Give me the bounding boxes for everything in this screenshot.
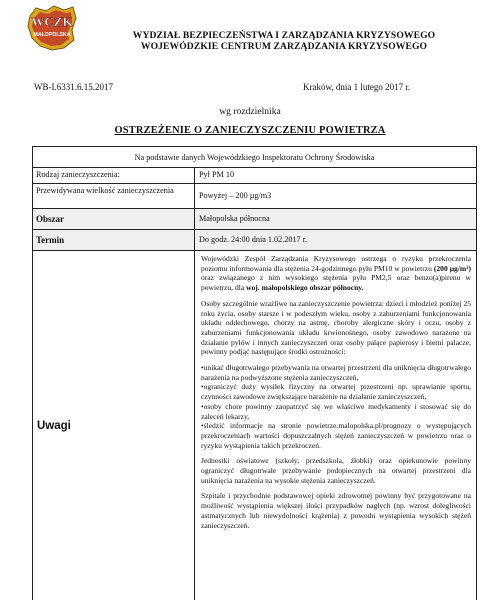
row-value: Pył PM 10 <box>199 170 235 179</box>
notes-paragraph-2: Osoby szczególnie wrażliwe na zanieczyszczenie powietrza: dzieci i młodzież poniżej 25 roku życia, osoby starsze i w podeszłym wieku, osoby z zaburzeniami funkcjonowania układu oddechowego, chorzy na astmę, choroby alergiczne skóry i oczu, osoby z zaburzeniami funkcjonowania układu krwionośnego, osoby zawodowo narażone na działanie pyłów i innych zanieczyszczeń oraz osoby palące papierosy i bierni palacze, powinny podjąć następujące środki ostrożności: <box>201 298 471 357</box>
reference-number: WB-I.6331.6.15.2017 <box>34 82 113 92</box>
row-value-text: Małopolska północna <box>199 214 270 223</box>
notes-bullet: •ograniczyć duży wysiłek fizyczny na otwartej przestrzeni np. uprawianie sportu, czynności zawodowe zwiększające narażenie na działanie zanieczyszczeń, <box>201 382 471 402</box>
notes-label-cell <box>33 251 195 600</box>
row-label <box>33 209 195 229</box>
logo-text-bottom: MAŁOPOLSKA <box>33 32 71 38</box>
notes-bullet: •osoby chore powinny zaopatrzyć się we właściwe medykamenty i stosować się do zaleceń lekarzy, <box>201 401 471 421</box>
row-label: Rodzaj zanieczyszczenia: <box>33 168 195 183</box>
notes-bullet: •śledzić informacje na stronie powietrze.malopolska.pl/prognozy o występujących przekroczeniach wartości dopuszczalnych stężeń zanieczyszczeń w powietrzu oraz o ryzyku wystąpienia takich przekroczeń. <box>201 421 471 450</box>
basis-row <box>33 147 476 168</box>
row-value <box>195 184 476 208</box>
notes-p1-text-2: oraz związanego z nim wysokiego stężenia pyłu PM2,5 oraz benzo(a)pirenu w powietrzu, dla <box>201 273 471 293</box>
row-value <box>195 209 476 229</box>
warning-table <box>32 146 477 600</box>
issuer-header <box>94 30 474 52</box>
wczk-logo <box>26 4 78 52</box>
table-row <box>33 230 476 251</box>
distribution-note: wg rozdzielnika <box>219 106 281 117</box>
row-value <box>195 230 476 250</box>
dateline: Kraków, dnia 1 lutego 2017 r. <box>303 82 411 92</box>
table-row <box>33 209 476 230</box>
row-label-text: Termin <box>36 235 65 245</box>
notes-bullet-list <box>201 363 471 450</box>
notes-p1-limit: (200 µg/m³) <box>433 263 471 273</box>
row-label <box>33 230 195 250</box>
row-label-text: Obszar <box>36 214 64 224</box>
row-value-text: Powyżej – 200 µg/m3 <box>199 191 272 200</box>
notes-paragraph-3: Jednostki oświatowe (szkoły, przedszkola, żłobki) oraz opiekunowie powinny ograniczyć długotrwałe przebywanie podopiecznych na otwartej przestrzeni dla uniknięcia narażenia na wysokie stężenia zanieczyszczeń. <box>201 456 471 485</box>
notes-content <box>195 251 476 600</box>
row-value-text: Do godz. 24:00 dnia 1.02.2017 r. <box>199 235 308 244</box>
table-row <box>33 168 476 184</box>
table-row <box>33 184 476 209</box>
notes-row <box>33 251 476 600</box>
notes-bullet: •unikać długotrwałego przebywania na otwartej przestrzeni dla uniknięcia długotrwałego narażenia na podwyższone stężenia zanieczyszczeń, <box>201 363 471 382</box>
notes-p1-text: Wojewódzki Zespół Zarządzania Kryzysowego ostrzega o ryzyku przekroczenia poziomu informowania dla stężenia 24-godzinnego pyłu PM10 w powietrzu <box>201 254 471 273</box>
notes-paragraph-1 <box>201 254 471 293</box>
issuer-line-1: WYDZIAŁ BEZPIECZEŃSTWA I ZARZĄDZANIA KRYZYSOWEGO <box>132 30 436 41</box>
document-title: OSTRZEŻENIE O ZANIECZYSZCZENIU POWIETRZA <box>114 125 386 136</box>
row-label: Przewidywana wielkość zanieczyszczenia <box>33 184 195 208</box>
notes-label: Uwagi <box>37 419 71 432</box>
issuer-line-2: WOJEWÓDZKIE CENTRUM ZARZĄDZANIA KRYZYSOWEGO <box>140 41 428 52</box>
notes-p1-area: woj. małopolskiego obszar północny. <box>246 283 364 293</box>
logo-text-top: WCZK <box>31 14 73 29</box>
notes-paragraph-4: Szpitale i przychodnie podstawowej opieki zdrowotnej powinny być przygotowane na możliwość wystąpienia większej ilości przypadków nagłych (np. wzrost dolegliwości astmatycznych lub niewydolności krążenia) z powodu wystąpienia wysokich stężeń zanieczyszczeń. <box>201 491 471 530</box>
basis-text: Na podstawie danych Wojewódzkiego Inspektoratu Ochrony Środowiska <box>134 153 375 162</box>
